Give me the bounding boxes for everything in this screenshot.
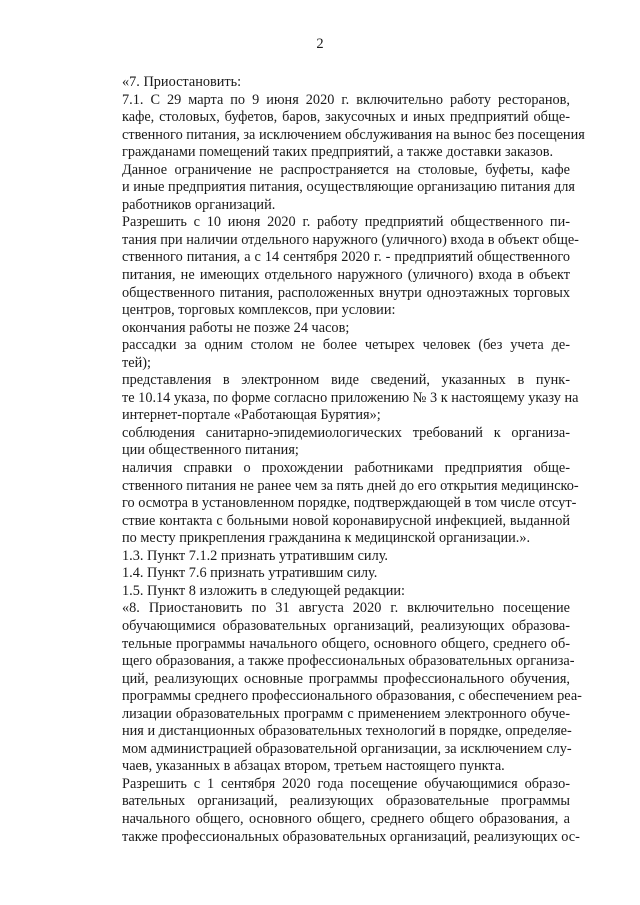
document-body bbox=[82, 74, 585, 846]
paragraph bbox=[82, 214, 579, 319]
text-line: ций, реализующих основные программы профессионального обучения, bbox=[122, 670, 570, 687]
text-line: питания, не имеющих отдельного наружного (уличного) входа в объект bbox=[122, 267, 570, 284]
text-line: кафе, столовых, буфетов, баров, закусочных и иных предприятий обще- bbox=[122, 109, 570, 126]
paragraph bbox=[82, 565, 570, 583]
paragraph bbox=[82, 372, 579, 425]
text-line: общественного питания, расположенных внутри одноэтажных торговых bbox=[122, 284, 570, 301]
text-line: ции общественного питания; bbox=[122, 442, 299, 459]
text-line: наличия справки о прохождении работниками предприятия обще- bbox=[122, 460, 570, 477]
text-line: 7.1. С 29 марта по 9 июня 2020 г. включительно работу ресторанов, bbox=[122, 91, 570, 108]
text-line: мом администрацией образовательной организации, за исключением слу- bbox=[122, 740, 572, 757]
text-line: лизации образовательных программ с применением электронного обуче- bbox=[122, 705, 570, 722]
paragraph bbox=[82, 583, 570, 601]
text-line: Данное ограничение не распространяется на столовые, буфеты, кафе bbox=[122, 161, 570, 178]
text-line: 1.3. Пункт 7.1.2 признать утратившим силу. bbox=[122, 547, 389, 564]
text-line: начального общего, основного общего, среднего общего образования, а bbox=[122, 810, 570, 827]
text-line: гражданами помещений таких предприятий, а также доставки заказов. bbox=[122, 144, 554, 161]
text-line: соблюдения санитарно-эпидемиологических требований к организа- bbox=[122, 424, 570, 441]
text-line: вательных организаций, реализующих образовательные программы bbox=[122, 793, 570, 810]
text-line: «8. Приостановить по 31 августа 2020 г. включительно посещение bbox=[122, 600, 570, 617]
text-line: тей); bbox=[122, 354, 151, 371]
text-line: «7. Приостановить: bbox=[122, 74, 242, 90]
paragraph bbox=[82, 74, 570, 92]
text-line: 1.4. Пункт 7.6 признать утратившим силу. bbox=[122, 565, 378, 582]
text-line: окончания работы не позже 24 часов; bbox=[122, 319, 350, 336]
text-line: представления в электронном виде сведений, указанных в пунк- bbox=[122, 372, 570, 389]
text-line: также профессиональных образовательных организаций, реализующих ос- bbox=[122, 828, 580, 845]
text-line: тельные программы начального общего, основного общего, среднего об- bbox=[122, 635, 570, 652]
text-line: и иные предприятия питания, осуществляющие организацию питания для bbox=[122, 179, 575, 196]
paragraph bbox=[82, 548, 570, 566]
text-line: ственного питания, за исключением обслуживания на вынос без посещения bbox=[122, 126, 585, 143]
text-line: ния и дистанционных образовательных технологий в порядке, определяе- bbox=[122, 723, 572, 740]
paragraph bbox=[82, 337, 570, 372]
text-line: интернет-портале «Работающая Бурятия»; bbox=[122, 407, 381, 424]
paragraph bbox=[82, 320, 570, 338]
text-line: программы среднего профессионального образования, с обеспечением реа- bbox=[122, 688, 582, 705]
paragraph bbox=[82, 600, 582, 775]
text-line: ственного питания не ранее чем за пять дней до его открытия медицинско- bbox=[122, 477, 579, 494]
page-number: 2 bbox=[316, 36, 324, 52]
text-line: обучающимися образовательных организаций, реализующих образова- bbox=[122, 617, 570, 634]
text-line: рассадки за одним столом не более четырех человек (без учета де- bbox=[122, 337, 570, 354]
text-line: работников организаций. bbox=[122, 196, 276, 213]
text-line: ственного питания, а с 14 сентября 2020 г. - предприятий общественного bbox=[122, 249, 570, 266]
text-line: чаев, указанных в абзацах втором, третьем настоящего пункта. bbox=[122, 758, 505, 775]
paragraph bbox=[82, 161, 575, 215]
text-line: ствие контакта с больными новой коронавирусной инфекцией, выданной bbox=[122, 512, 570, 529]
text-line: го осмотра в установленном порядке, подтверждающей в том числе отсут- bbox=[122, 495, 577, 512]
text-line: те 10.14 указа, по форме согласно приложению № 3 к настоящему указу на bbox=[122, 389, 579, 406]
paragraph bbox=[82, 775, 580, 846]
text-line: щего образования, а также профессиональных образовательных организа- bbox=[122, 653, 575, 670]
text-line: 1.5. Пункт 8 изложить в следующей редакции: bbox=[122, 582, 405, 599]
paragraph bbox=[82, 460, 579, 548]
paragraph bbox=[82, 91, 585, 162]
text-line: по месту прикрепления гражданина к медицинской организации.». bbox=[122, 530, 531, 547]
text-line: тания при наличии отдельного наружного (уличного) входа в объект обще- bbox=[122, 231, 579, 248]
text-line: Разрешить с 1 сентября 2020 года посещение обучающимися образо- bbox=[122, 775, 570, 792]
paragraph bbox=[82, 425, 570, 460]
text-line: Разрешить с 10 июня 2020 г. работу предприятий общественного пи- bbox=[122, 214, 570, 231]
text-line: центров, торговых комплексов, при условии: bbox=[122, 302, 396, 319]
